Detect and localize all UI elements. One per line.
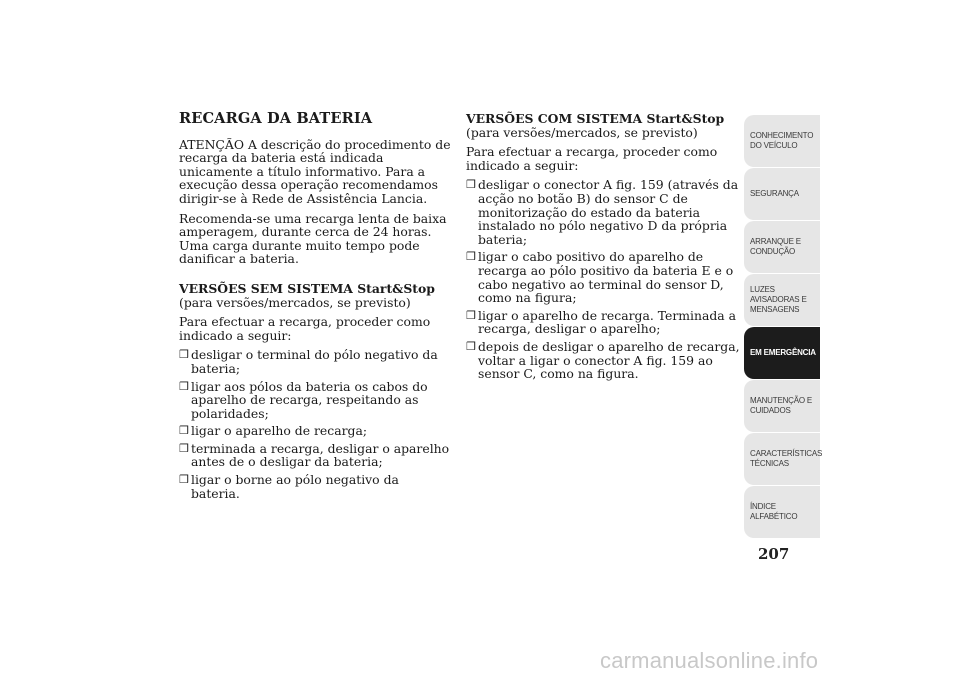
right-column xyxy=(466,112,742,385)
list-item xyxy=(179,348,451,375)
chapter-tab[interactable]: SEGURANÇA xyxy=(744,168,820,220)
chapter-tab[interactable]: CARACTERÍSTICAS TÉCNICAS xyxy=(744,433,820,485)
list-item-text: ligar aos pólos da bateria os cabos do aparelho de recarga, respeitando as polaridades; xyxy=(191,378,428,421)
procedure-lead: Para efectuar a recarga, proceder como indicado a seguir: xyxy=(179,314,431,343)
checkbox-bullet-icon: ❒ xyxy=(179,473,189,487)
chapter-tab[interactable]: ARRANQUE E CONDUÇÃO xyxy=(744,221,820,273)
checkbox-bullet-icon: ❒ xyxy=(179,379,189,393)
checkbox-bullet-icon: ❒ xyxy=(466,250,476,264)
page-number: 207 xyxy=(758,545,790,563)
list-item xyxy=(179,442,451,469)
list-item-text: desligar o conector A fig. 159 (através da acção no botão B) do sensor C de monitorização do estado da bateria instalado no pólo negativo D da própria bateria; xyxy=(478,177,739,247)
chapter-tab[interactable]: CONHECIMENTO DO VEÍCULO xyxy=(744,115,820,167)
procedure-list xyxy=(466,178,742,380)
list-item-text: ligar o aparelho de recarga. Terminada a recarga, desligar o aparelho; xyxy=(478,307,736,337)
subsection-title-with-startstop: VERSÕES COM SISTEMA Start&Stop xyxy=(466,111,725,126)
list-item xyxy=(466,250,742,304)
chapter-tab[interactable]: LUZES AVISADORAS E MENSAGENS xyxy=(744,274,820,326)
list-item-text: depois de desligar o aparelho de recarga, voltar a ligar o conector A fig. 159 ao sensor C, como na figura. xyxy=(478,338,740,382)
list-item-text: terminada a recarga, desligar o aparelho antes de o desligar da bateria; xyxy=(191,440,450,470)
checkbox-bullet-icon: ❒ xyxy=(466,339,476,353)
watermark: carmanualsonline.info xyxy=(600,648,819,673)
list-item-text: ligar o cabo positivo do aparelho de recarga ao pólo positivo da bateria E e o cabo negativo ao terminal do sensor D, como na figura; xyxy=(478,249,734,306)
checkbox-bullet-icon: ❒ xyxy=(179,441,189,455)
list-item-text: ligar o borne ao pólo negativo da bateria. xyxy=(191,472,399,501)
subsection-title-without-startstop: VERSÕES SEM SISTEMA Start&Stop xyxy=(179,280,435,296)
chapter-tabs xyxy=(744,115,823,539)
procedure-list xyxy=(179,348,451,500)
list-item-text: desligar o terminal do pólo negativo da bateria; xyxy=(191,347,438,376)
list-item xyxy=(466,340,742,381)
subsection-note: (para versões/mercados, se previsto) xyxy=(179,294,411,310)
procedure-lead: Para efectuar a recarga, proceder como indicado a seguir: xyxy=(466,144,718,173)
checkbox-bullet-icon: ❒ xyxy=(179,424,189,438)
left-column xyxy=(179,112,451,504)
list-item-text: ligar o aparelho de recarga; xyxy=(191,423,368,439)
list-item xyxy=(179,424,451,438)
checkbox-bullet-icon: ❒ xyxy=(466,308,476,322)
checkbox-bullet-icon: ❒ xyxy=(466,178,476,192)
warning-paragraph: ATENÇÃO A descrição do procedimento de recarga da bateria está indicada unicamente a título informativo. Para a execução dessa operação recomendamos dirigir-se à Rede de Assistência Lancia. xyxy=(179,136,451,206)
chapter-tab[interactable]: EM EMERGÊNCIA xyxy=(744,327,820,379)
list-item xyxy=(179,380,451,421)
list-item xyxy=(466,309,742,336)
chapter-tab[interactable]: ÍNDICE ALFABÉTICO xyxy=(744,486,820,538)
list-item xyxy=(466,178,742,246)
chapter-tab[interactable]: MANUTENÇÃO E CUIDADOS xyxy=(744,380,820,432)
recommendation-paragraph: Recomenda-se uma recarga lenta de baixa amperagem, durante cerca de 24 horas. Uma carga durante muito tempo pode danificar a bateria. xyxy=(179,210,447,267)
subsection-note: (para versões/mercados, se previsto) xyxy=(466,124,698,140)
section-heading: RECARGA DA BATERIA xyxy=(179,110,373,127)
checkbox-bullet-icon: ❒ xyxy=(179,348,189,362)
list-item xyxy=(179,473,451,500)
